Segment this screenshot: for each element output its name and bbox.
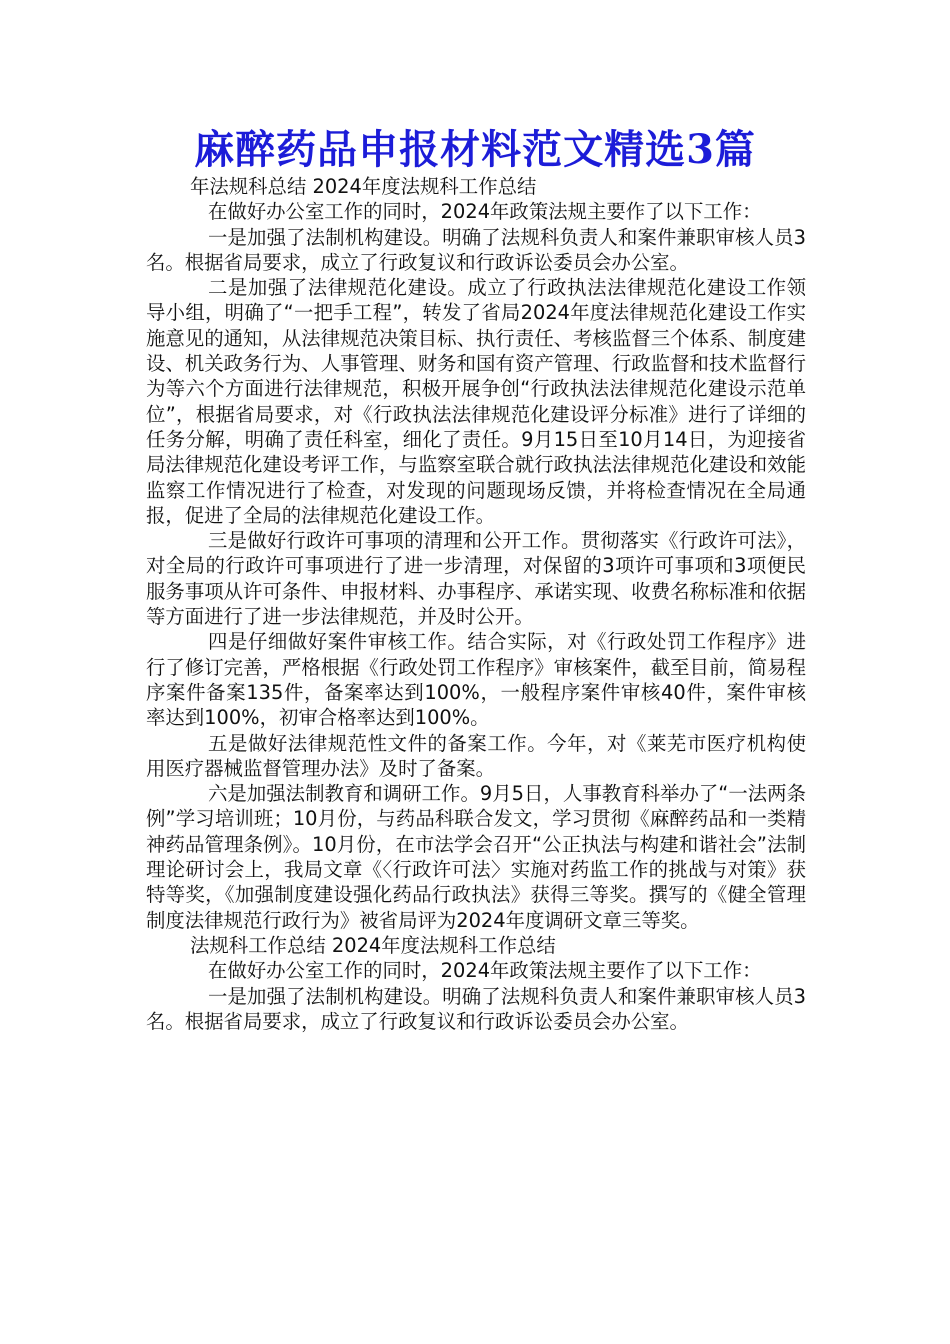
item-paragraph-2: 二是加强了法律规范化建设。成立了行政执法法律规范化建设工作领导小组，明确了“一把手工程”，转发了省局2024年度法律规范化建设工作实施意见的通知，从法律规范决策目标、执行责任、考核监督三个体系、制度建设、机关政务行为、人事管理、财务和国有资产管理、行政监督和技术监督行为等六个方面进行法律规范，积极开展争创“行政执法法律规范化建设示范单位”，根据省局要求，对《行政执法法律规范化建设评分标准》进行了详细的任务分解，明确了责任科室，细化了责任。9月15日至10月14日，为迎接省局法律规范化建设考评工作，与监察室联合就行政执法法律规范化建设和效能监察工作情况进行了检查，对发现的问题现场反馈，并将检查情况在全局通报，促进了全局的法律规范化建设工作。 (146, 276, 806, 527)
item-paragraph-1: 一是加强了法制机构建设。明确了法规科负责人和案件兼职审核人员3名。根据省局要求，成立了行政复议和行政诉讼委员会办公室。 (146, 984, 806, 1033)
item-paragraph-3: 三是做好行政许可事项的清理和公开工作。贯彻落实《行政许可法》，对全局的行政许可事项进行了进一步清理，对保留的3项许可事项和3项便民服务事项从许可条件、申报材料、办事程序、承诺实现、收费名称标准和依据等方面进行了进一步法律规范，并及时公开。 (146, 529, 806, 629)
section-heading: 年法规科总结 2024年度法规科工作总结 (190, 175, 537, 198)
item-paragraph-6: 六是加强法制教育和调研工作。9月5日，人事教育科举办了“一法两条例”学习培训班；10月份，与药品科联合发文，学习贯彻《麻醉药品和一类精神药品管理条例》。10月份，在市法学会召开“公正执法与构建和谐社会”法制理论研讨会上，我局文章《〈行政许可法〉实施对药监工作的挑战与对策》获特等奖，《加强制度建设强化药品行政执法》获得三等奖。撰写的《健全管理制度法律规范行政行为》被省局评为2024年度调研文章三等奖。 (146, 782, 806, 932)
document-body (146, 174, 806, 1034)
intro-paragraph: 在做好办公室工作的同时，2024年政策法规主要作了以下工作： (208, 200, 762, 224)
section-heading: 法规科工作总结 2024年度法规科工作总结 (190, 933, 556, 957)
item-paragraph-4: 四是仔细做好案件审核工作。结合实际，对《行政处罚工作程序》进行了修订完善，严格根据《行政处罚工作程序》审核案件，截至目前，简易程序案件备案135件，备案率达到100%，一般程序案件审核40件，案件审核率达到100%，初审合格率达到100%。 (146, 630, 806, 730)
document-title: 麻醉药品申报材料范文精选3篇 (194, 126, 756, 173)
item-paragraph-1: 一是加强了法制机构建设。明确了法规科负责人和案件兼职审核人员3名。根据省局要求，成立了行政复议和行政诉讼委员会办公室。 (146, 225, 806, 274)
intro-paragraph: 在做好办公室工作的同时，2024年政策法规主要作了以下工作： (208, 959, 762, 983)
item-paragraph-5: 五是做好法律规范性文件的备案工作。今年，对《莱芜市医疗机构使用医疗器械监督管理办法》及时了备案。 (146, 731, 806, 780)
